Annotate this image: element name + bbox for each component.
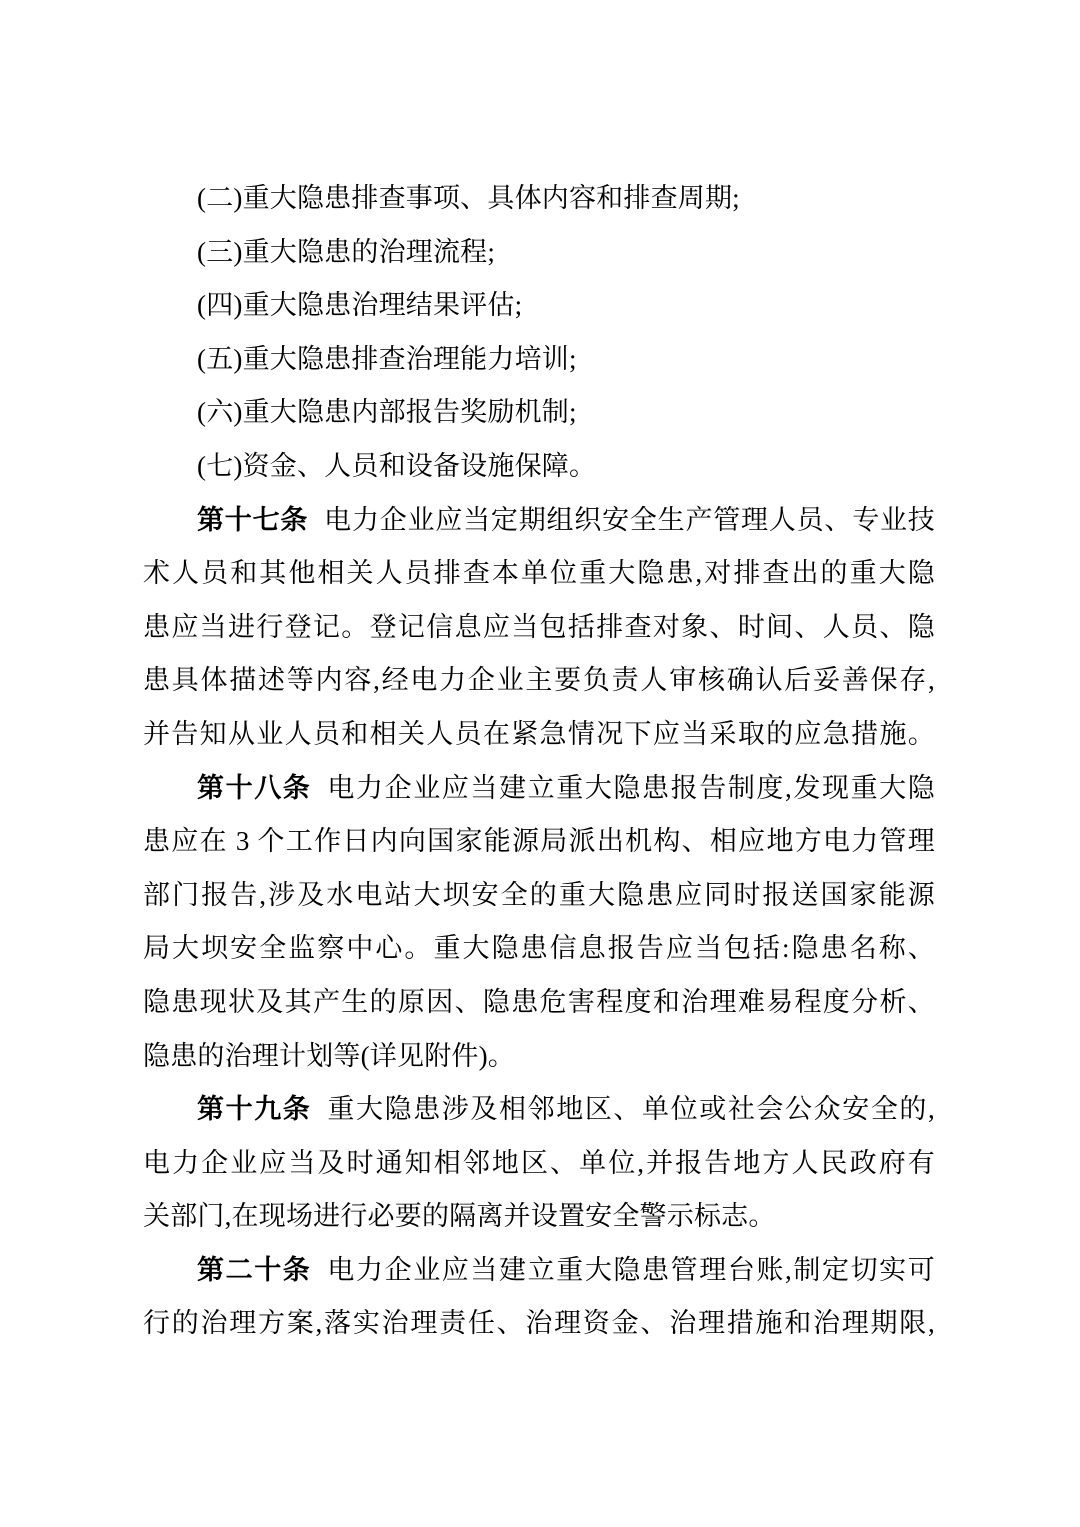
line-text: 隐患的治理计划等(详见附件)。 [143,1040,515,1071]
paragraph-line [143,1297,935,1351]
line-text: 电力企业应当定期组织安全生产管理人员、专业技 [324,504,935,535]
line-text: 隐患现状及其产生的原因、隐患危害程度和治理难易程度分析、 [143,986,935,1017]
list-item [143,279,935,333]
paragraph-line [143,976,935,1030]
line-text: 患应在 3 个工作日内向国家能源局派出机构、相应地方电力管理 [143,826,935,857]
line-text: 患具体描述等内容,经电力企业主要负责人审核确认后妥善保存, [143,665,935,696]
paragraph-line [143,654,935,708]
list-item [143,172,935,226]
article-19 [143,1083,935,1244]
paragraph-line [143,762,935,816]
line-text: 电力企业应当建立重大隐患管理台账,制定切实可 [327,1254,935,1285]
list-item [143,333,935,387]
paragraph-line [143,1137,935,1191]
paragraph-line [143,1244,935,1298]
line-text: 重大隐患涉及相邻地区、单位或社会公众安全的, [327,1094,935,1125]
line-text: 并告知从业人员和相关人员在紧急情况下应当采取的应急措施。 [143,718,935,749]
paragraph-line [143,869,935,923]
article-17 [143,494,935,762]
article-number: 第十九条 [197,1094,312,1125]
list-item [143,386,935,440]
paragraph-line [143,1190,935,1244]
line-text: 行的治理方案,落实治理责任、治理资金、治理措施和治理期限, [143,1308,935,1339]
paragraph-line [143,1083,935,1137]
paragraph-line [143,547,935,601]
text-block [143,172,935,1351]
paragraph-line [143,708,935,762]
article-18 [143,762,935,1084]
line-text: 患应当进行登记。登记信息应当包括排查对象、时间、人员、隐 [143,611,935,642]
list-item [143,226,935,280]
article-20 [143,1244,935,1351]
paragraph-line [143,815,935,869]
article-number: 第十八条 [197,772,312,803]
line-text: 术人员和其他相关人员排查本单位重大隐患,对排查出的重大隐 [143,558,935,589]
article-number: 第二十条 [197,1254,312,1285]
line-text: 电力企业应当建立重大隐患报告制度,发现重大隐 [327,772,935,803]
list-item-text: (六)重大隐患内部报告奖励机制; [197,397,577,428]
list-item-text: (四)重大隐患治理结果评估; [197,290,523,321]
list-item-text: (二)重大隐患排查事项、具体内容和排查周期; [197,183,740,213]
line-text: 局大坝安全监察中心。重大隐患信息报告应当包括:隐患名称、 [143,933,935,964]
paragraph-line [143,494,935,548]
list-item-text: (七)资金、人员和设备设施保障。 [197,450,597,481]
list-item-text: (五)重大隐患排查治理能力培训; [197,343,577,374]
line-text: 部门报告,涉及水电站大坝安全的重大隐患应同时报送国家能源 [143,879,935,910]
paragraph-line [143,1030,935,1084]
numbered-list [143,172,935,494]
list-item-text: (三)重大隐患的治理流程; [197,236,496,267]
paragraph-line [143,601,935,655]
list-item [143,440,935,494]
line-text: 电力企业应当及时通知相邻地区、单位,并报告地方人民政府有 [143,1147,935,1178]
article-number: 第十七条 [197,504,309,535]
paragraph-line [143,922,935,976]
line-text: 关部门,在现场进行必要的隔离并设置安全警示标志。 [143,1201,776,1232]
